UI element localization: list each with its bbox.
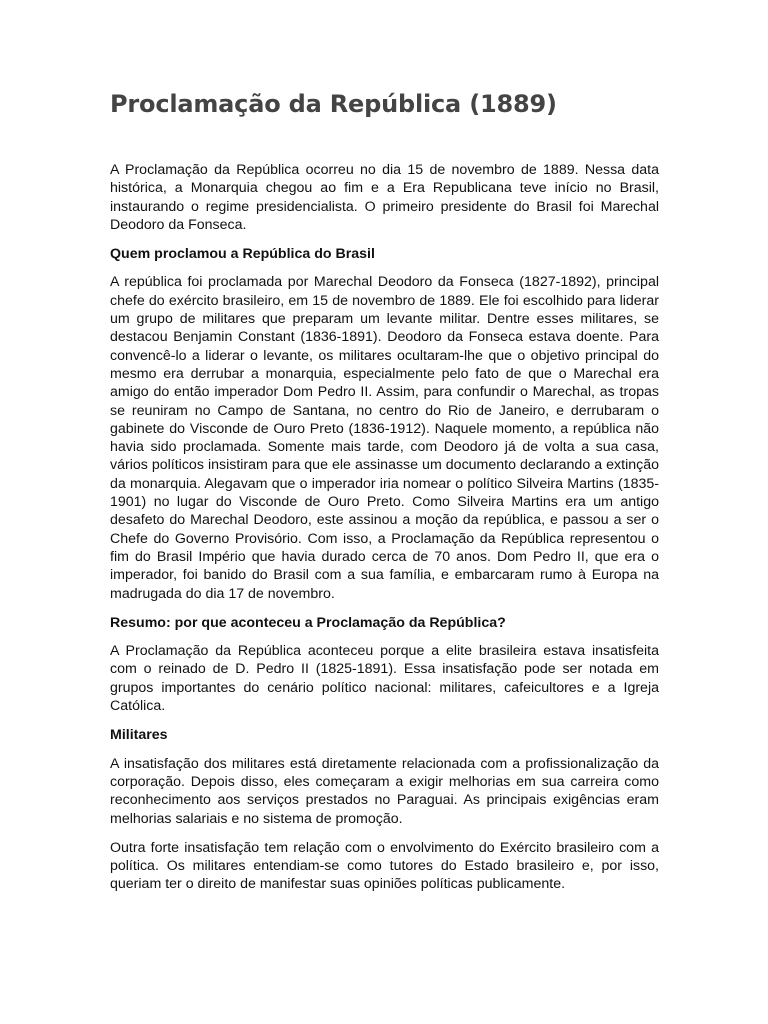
section-heading-quem-proclamou: Quem proclamou a República do Brasil	[110, 246, 375, 263]
section-paragraph-resumo: A Proclamação da República aconteceu porque a elite brasileira estava insatisfeita com o reinado de D. Pedro II (1825-1891). Essa insatisfação pode ser notada em grupos importantes do cenário político nacional: militares, cafeicultores e a Igreja Católica.	[110, 643, 659, 715]
section-paragraph-quem-proclamou: A república foi proclamada por Marechal Deodoro da Fonseca (1827-1892), principal chefe do exército brasileiro, em 15 de novembro de 1889. Ele foi escolhido para liderar um grupo de militares que preparam um levante militar. Dentre esses militares, se destacou Benjamin Constant (1836-1891). Deodoro da Fonseca estava doente. Para convencê-lo a liderar o levante, os militares ocultaram-lhe que o objetivo principal do mesmo era derrubar a monarquia, especialmente pelo fato de que o Marechal era amigo do então imperador Dom Pedro II. Assim, para confundir o Marechal, as tropas se reuniram no Campo de Santana, no centro do Rio de Janeiro, e derrubaram o gabinete do Visconde de Ouro Preto (1836-1912). Naquele momento, a república não havia sido proclamada. Somente mais tarde, com Deodoro já de volta a sua casa, vários políticos insistiram para que ele assinasse um documento declarando a extinção da monarquia. Alegavam que o imperador iria nomear o político Silveira Martins (1835-1901) no lugar do Visconde de Ouro Preto. Como Silveira Martins era um antigo desafeto do Marechal Deodoro, este assinou a moção da república, e passou a ser o Chefe do Governo Provisório. Com isso, a Proclamação da República representou o fim do Brasil Império que havia durado cerca de 70 anos. Dom Pedro II, que era o imperador, foi banido do Brasil com a sua família, e embarcaram rumo à Europa na madrugada do dia 17 de novembro.	[110, 274, 659, 602]
document-page	[110, 86, 659, 905]
section-paragraph-militares-2: Outra forte insatisfação tem relação com o envolvimento do Exército brasileiro com a política. Os militares entendiam-se como tutores do Estado brasileiro e, por isso, queriam ter o direito de manifestar suas opiniões políticas publicamente.	[110, 839, 659, 893]
section-heading-resumo: Resumo: por que aconteceu a Proclamação da República?	[110, 614, 506, 631]
intro-paragraph: A Proclamação da República ocorreu no dia 15 de novembro de 1889. Nessa data histórica, a Monarquia chegou ao fim e a Era Republicana teve início no Brasil, instaurando o regime presidencialista. O primeiro presidente do Brasil foi Marechal Deodoro da Fonseca.	[110, 162, 659, 233]
document-title: Proclamação da República (1889)	[110, 90, 557, 118]
section-paragraph-militares-1: A insatisfação dos militares está diretamente relacionada com a profissionalização da corporação. Depois disso, eles começaram a exigir melhorias em sua carreira como reconhecimento aos serviços prestados no Paraguai. As principais exigências eram melhorias salariais e no sistema de promoção.	[110, 755, 659, 827]
section-heading-militares: Militares	[110, 727, 168, 744]
